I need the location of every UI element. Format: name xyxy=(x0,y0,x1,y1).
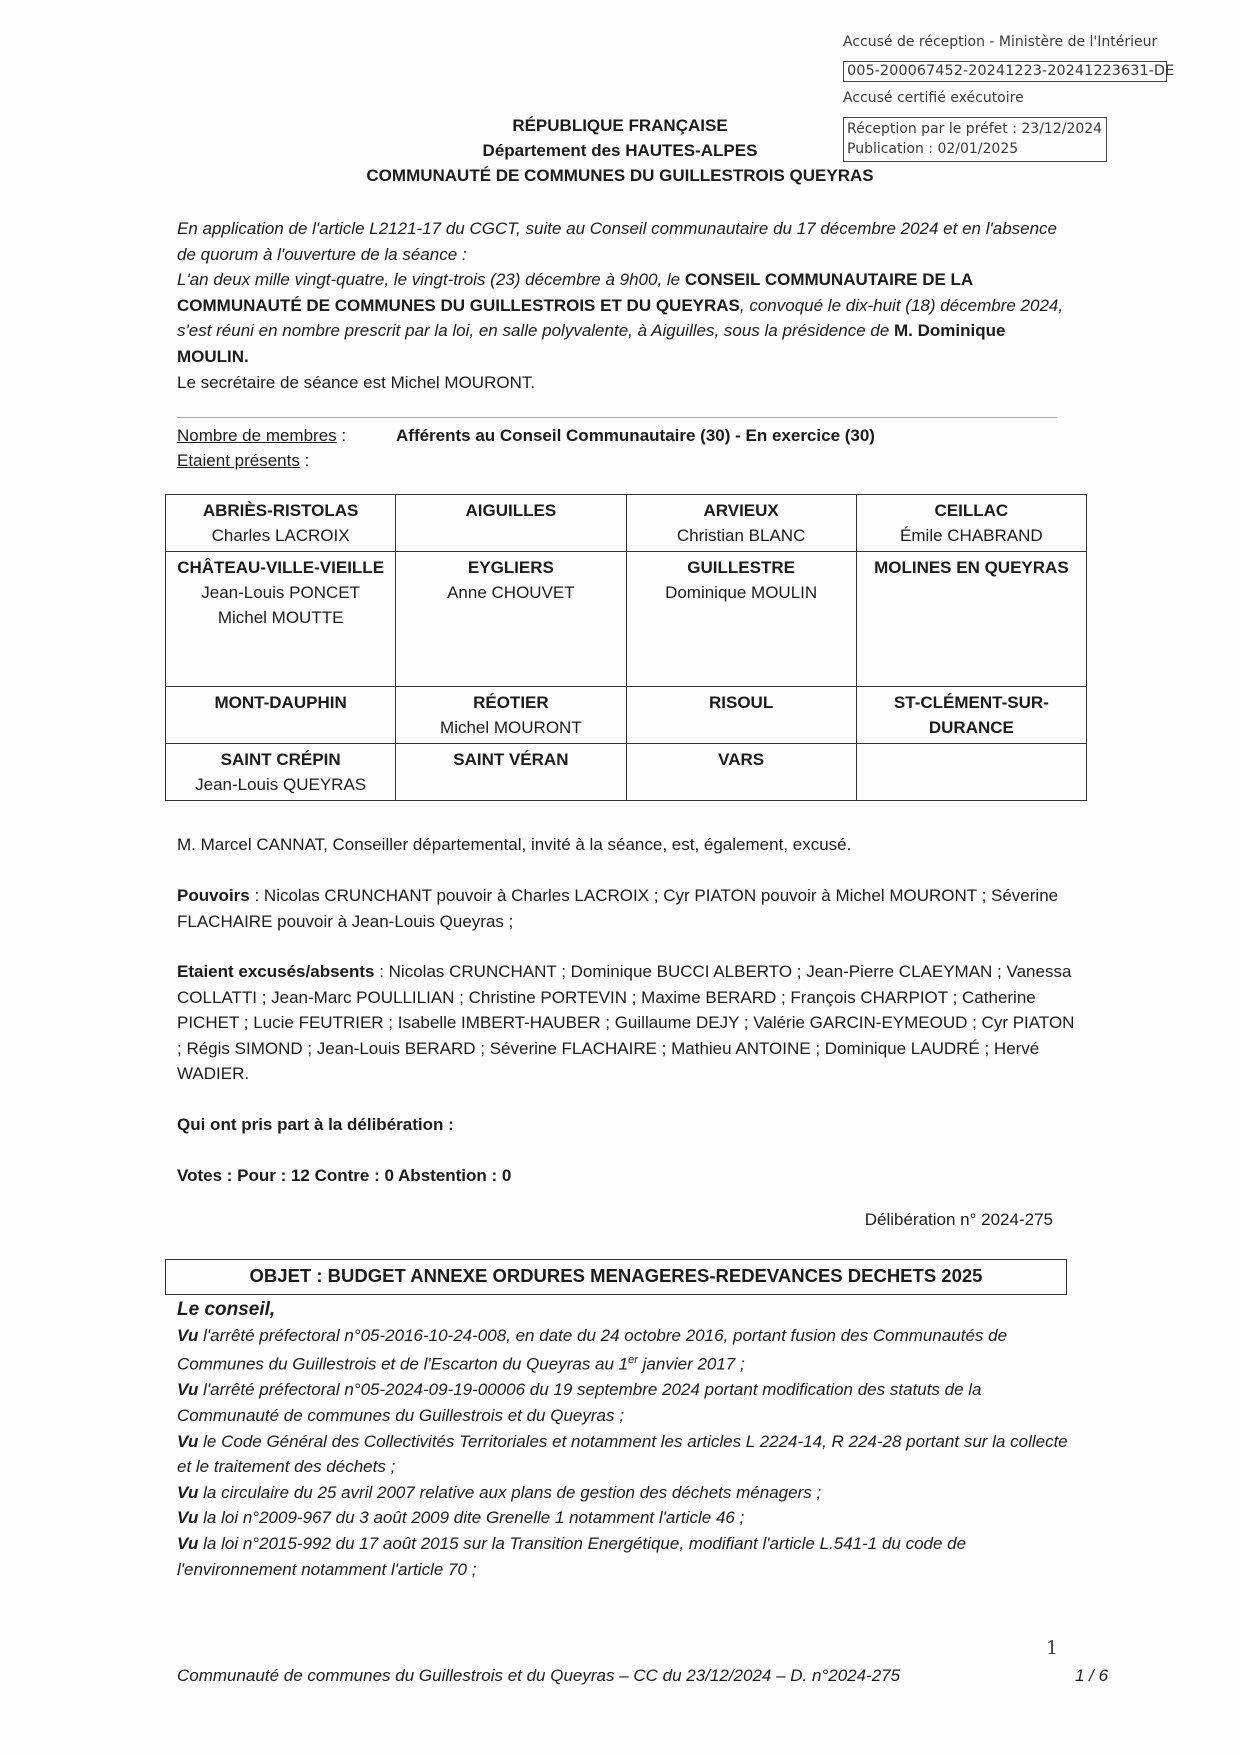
vu-label: Vu xyxy=(177,1508,199,1528)
commune-name: ARVIEUX xyxy=(703,501,779,520)
vu-text-end: janvier 2017 ; xyxy=(637,1354,745,1374)
header-republic: RÉPUBLIQUE FRANÇAISE xyxy=(512,116,728,135)
footer-text: Communauté de communes du Guillestrois et du Queyras – CC du 23/12/2024 – D. n°2024-275 xyxy=(177,1666,901,1685)
vu-label: Vu xyxy=(177,1380,199,1400)
vu-item xyxy=(177,1480,1077,1506)
member-name: Anne CHOUVET xyxy=(447,583,575,602)
member-name: Jean-Louis PONCET xyxy=(201,583,360,602)
vu-sup: er xyxy=(628,1354,638,1367)
table-cell xyxy=(856,744,1086,801)
header-community: COMMUNAUTÉ DE COMMUNES DU GUILLESTROIS QUEYRAS xyxy=(366,166,874,185)
vu-label: Vu xyxy=(177,1431,199,1451)
vu-item xyxy=(177,1531,1077,1582)
vu-item xyxy=(177,1323,1077,1378)
table-row xyxy=(166,687,1087,744)
table-cell xyxy=(856,552,1086,687)
intro-convocation-president: M. Dominique MOULIN. xyxy=(177,321,1006,366)
table-row xyxy=(166,495,1087,552)
member-name: Christian BLANC xyxy=(676,526,806,545)
stamp-reception-date: Réception par le préfet : 23/12/2024 xyxy=(847,121,1103,137)
vu-label: Vu xyxy=(177,1325,199,1345)
stamp-certified: Accusé certifié exécutoire xyxy=(843,90,1024,106)
commune-name: MOLINES EN QUEYRAS xyxy=(874,558,1069,577)
stamp-reception-title: Accusé de réception - Ministère de l'Intérieur xyxy=(843,34,1158,50)
member-name: Michel MOURONT xyxy=(440,718,582,737)
cannat-excused: M. Marcel CANNAT, Conseiller départemental, invité à la séance, est, également, excusé. xyxy=(177,835,852,854)
table-cell xyxy=(856,495,1086,552)
table-cell xyxy=(396,495,626,552)
handwritten-page-number: 1 xyxy=(1046,1637,1059,1659)
table-cell xyxy=(626,687,856,744)
intro-convocation-a: L'an deux mille vingt-quatre, le vingt-trois (23) décembre à 9h00, le xyxy=(177,270,685,290)
table-row xyxy=(166,744,1087,801)
intro-section xyxy=(177,216,1077,395)
commune-name: GUILLESTRE xyxy=(687,558,795,577)
stamp-id-box: 005-200067452-20241223-20241223631-DE xyxy=(843,61,1167,82)
commune-name: CHÂTEAU-VILLE-VIEILLE xyxy=(177,558,385,577)
excuses-text: : Nicolas CRUNCHANT ; Dominique BUCCI ALBERTO ; Jean-Pierre CLAEYMAN ; Vanessa COLLATTI ; Jean-Marc POULLILIAN ; Christine PORTEVIN ; Maxime BERARD ; François CHARPIOT ; Catherine PICHET ; Lucie FEUTRIER ; Isabelle IMBERT-HAUBER ; Guillaume DEJY ; Valérie GARCIN-EYMEOUD ; Cyr PIATON ; Régis SIMOND ; Jean-Louis BERARD ; Séverine FLACHAIRE ; Mathieu ANTOINE ; Dominique LAUDRÉ ; Hervé WADIER. xyxy=(177,962,1075,1084)
commune-name: CEILLAC xyxy=(934,501,1009,520)
members-section xyxy=(177,423,875,473)
member-name: Émile CHABRAND xyxy=(900,526,1043,545)
vu-text: l'arrêté préfectoral n°05-2016-10-24-008, en date du 24 octobre 2016, portant fusion des Communautés de Communes du Guillestrois et de l'Escarton du Queyras au 1 xyxy=(177,1325,1008,1374)
members-value: Afférents au Conseil Communautaire (30) - En exercice (30) xyxy=(396,426,875,445)
header-department: Département des HAUTES-ALPES xyxy=(482,141,758,160)
conseil-section xyxy=(177,1297,1077,1582)
members-label: Nombre de membres xyxy=(177,426,337,445)
table-cell xyxy=(396,687,626,744)
vu-text: l'arrêté préfectoral n°05-2024-09-19-00006 du 19 septembre 2024 portant modification des statuts de la Communauté de communes du Guillestrois et du Queyras ; xyxy=(177,1380,982,1426)
table-cell xyxy=(626,552,856,687)
table-cell xyxy=(856,687,1086,744)
table-cell xyxy=(166,495,396,552)
table-cell xyxy=(166,744,396,801)
table-cell xyxy=(166,687,396,744)
intro-convocation xyxy=(177,267,1077,369)
present-members-table xyxy=(165,494,1087,801)
commune-name: AIGUILLES xyxy=(465,501,557,520)
deliberation-number: Délibération n° 2024-275 xyxy=(864,1210,1053,1229)
vu-text: le Code Général des Collectivités Territoriales et notamment les articles L 2224-14, R 224-28 portant sur la collecte et le traitement des déchets ; xyxy=(177,1431,1068,1477)
commune-name: EYGLIERS xyxy=(467,558,554,577)
commune-name: SAINT CRÉPIN xyxy=(220,750,341,769)
intro-convocation-council: CONSEIL COMMUNAUTAIRE DE LA COMMUNAUTÉ DE COMMUNES DU GUILLESTROIS ET DU QUEYRAS xyxy=(177,270,973,315)
member-name: Dominique MOULIN xyxy=(665,583,818,602)
vu-item xyxy=(177,1505,1077,1531)
member-name: Charles LACROIX xyxy=(211,526,350,545)
separator-line xyxy=(177,417,1057,418)
commune-name: SAINT VÉRAN xyxy=(453,750,569,769)
commune-name: RÉOTIER xyxy=(473,693,549,712)
vu-text: la loi n°2009-967 du 3 août 2009 dite Grenelle 1 notamment l'article 46 ; xyxy=(198,1508,745,1528)
vu-label: Vu xyxy=(177,1534,199,1553)
vu-item xyxy=(177,1429,1077,1480)
present-colon: : xyxy=(299,451,310,470)
pouvoirs-text: : Nicolas CRUNCHANT pouvoir à Charles LACROIX ; Cyr PIATON pouvoir à Michel MOURONT ; Séverine FLACHAIRE pouvoir à Jean-Louis Queyras ; xyxy=(177,886,1059,931)
conseil-title: Le conseil, xyxy=(177,1299,276,1320)
vu-text: la loi n°2015-992 du 17 août 2015 sur la Transition Energétique, modifiant l'article L.541-1 du code de l'environnement notamment l'article 70 ; xyxy=(177,1534,967,1579)
commune-name: RISOUL xyxy=(709,693,774,712)
table-cell xyxy=(396,552,626,687)
commune-name: ABRIÈS-RISTOLAS xyxy=(202,501,359,520)
table-cell xyxy=(626,495,856,552)
member-name: Jean-Louis QUEYRAS xyxy=(195,775,367,794)
member-name: Michel MOUTTE xyxy=(217,608,344,627)
table-row xyxy=(166,552,1087,687)
members-colon: : xyxy=(336,426,347,445)
commune-name: VARS xyxy=(718,750,765,769)
present-label: Etaient présents xyxy=(177,451,300,470)
vu-label: Vu xyxy=(177,1482,199,1502)
pouvoirs-label: Pouvoirs xyxy=(177,886,250,905)
table-cell xyxy=(166,552,396,687)
table-cell xyxy=(396,744,626,801)
excuses-label: Etaient excusés/absents xyxy=(177,962,375,981)
footer-page-number: 1 / 6 xyxy=(1075,1666,1109,1685)
pouvoirs-paragraph xyxy=(177,883,1077,934)
commune-name: ST-CLÉMENT-SUR-DURANCE xyxy=(893,693,1049,737)
votes: Votes : Pour : 12 Contre : 0 Abstention : 0 xyxy=(177,1166,512,1185)
objet-title: OBJET : BUDGET ANNEXE ORDURES MENAGERES-REDEVANCES DECHETS 2025 xyxy=(165,1259,1067,1295)
pris-part: Qui ont pris part à la délibération : xyxy=(177,1115,454,1134)
commune-name: MONT-DAUPHIN xyxy=(214,693,347,712)
vu-text: la circulaire du 25 avril 2007 relative aux plans de gestion des déchets ménagers ; xyxy=(198,1482,822,1502)
table-cell xyxy=(626,744,856,801)
intro-application: En application de l'article L2121-17 du CGCT, suite au Conseil communautaire du 17 décembre 2024 et en l'absence de quorum à l'ouverture de la séance : xyxy=(177,219,1058,264)
intro-convocation-c: , convoqué le dix-huit (18) décembre 2024, s'est réuni en nombre prescrit par la loi, en salle polyvalente, à Aiguilles, sous la présidence de xyxy=(177,295,1064,341)
intro-secretary: Le secrétaire de séance est Michel MOURONT. xyxy=(177,372,536,392)
stamp-publication-date: Publication : 02/01/2025 xyxy=(847,141,1019,157)
excuses-paragraph xyxy=(177,959,1077,1087)
vu-item xyxy=(177,1377,1077,1428)
